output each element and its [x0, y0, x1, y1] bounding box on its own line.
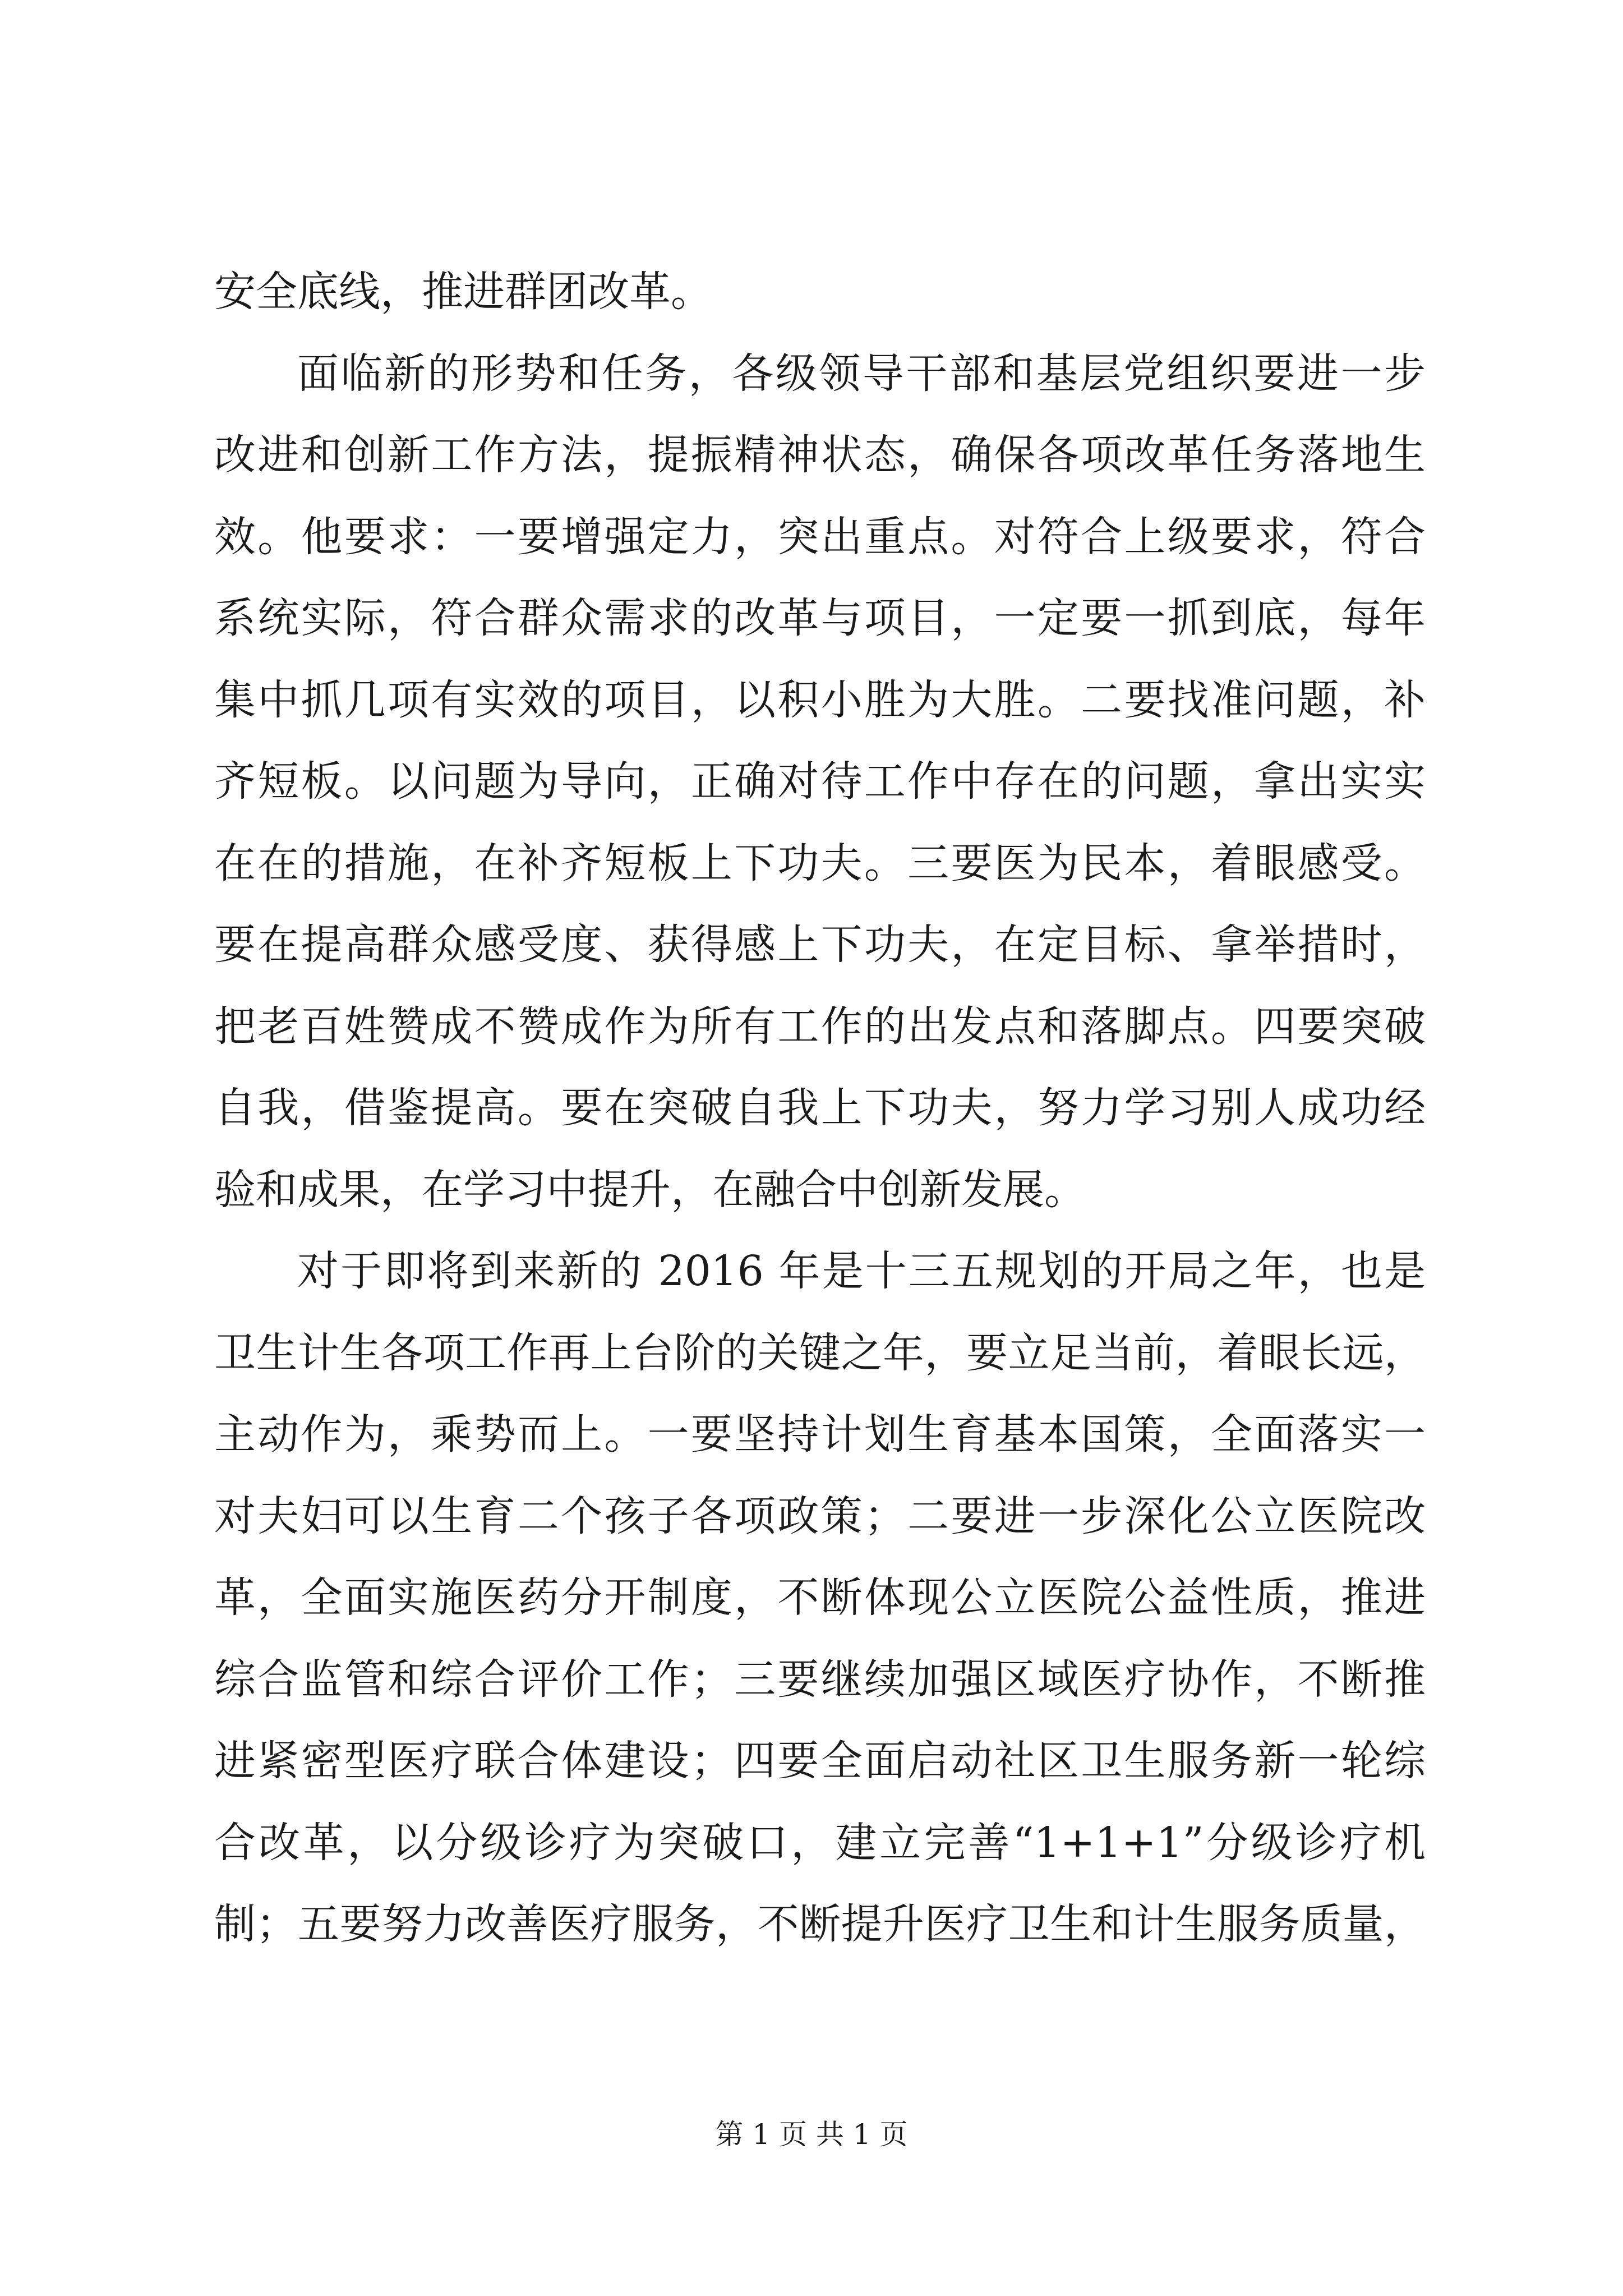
text-line: 制；五要努力改善医疗服务，不断提升医疗卫生和计生服务质量，	[214, 1900, 1426, 1948]
text-line: 进紧密型医疗联合体建设；四要全面启动社区卫生服务新一轮综	[214, 1737, 1426, 1785]
text-line: 验和成果，在学习中提升，在融合中创新发展。	[214, 1165, 1086, 1214]
text-line: 对于即将到来新的 2016 年是十三五规划的开局之年，也是	[297, 1247, 1426, 1295]
text-line: 要在提高群众感受度、获得感上下功夫，在定目标、拿举措时，	[214, 921, 1426, 969]
text-line: 自我，借鉴提高。要在突破自我上下功夫，努力学习别人成功经	[214, 1084, 1426, 1132]
text-line: 改进和创新工作方法，提振精神状态，确保各项改革任务落地生	[214, 431, 1426, 479]
text-line: 对夫妇可以生育二个孩子各项政策；二要进一步深化公立医院改	[214, 1492, 1426, 1540]
text-line: 卫生计生各项工作再上台阶的关键之年，要立足当前，着眼长远，	[214, 1328, 1426, 1377]
text-line: 安全底线，推进群团改革。	[214, 268, 712, 316]
text-line: 主动作为，乘势而上。一要坚持计划生育基本国策，全面落实一	[214, 1410, 1426, 1458]
text-line: 革，全面实施医药分开制度，不断体现公立医院公益性质，推进	[214, 1573, 1426, 1622]
body-text	[214, 251, 1426, 1966]
text-line: 综合监管和综合评价工作；三要继续加强区域医疗协作，不断推	[214, 1655, 1426, 1704]
text-line: 在在的措施，在补齐短板上下功夫。三要医为民本，着眼感受。	[214, 839, 1426, 887]
text-line: 合改革，以分级诊疗为突破口，建立完善“1+1+1”分级诊疗机	[214, 1818, 1426, 1867]
text-line: 效。他要求：一要增强定力，突出重点。对符合上级要求，符合	[214, 512, 1426, 561]
text-line: 把老百姓赞成不赞成作为所有工作的出发点和落脚点。四要突破	[214, 1002, 1426, 1051]
page-footer: 第 1 页 共 1 页	[715, 2118, 908, 2151]
text-line: 集中抓几项有实效的项目，以积小胜为大胜。二要找准问题，补	[214, 675, 1426, 724]
text-line: 齐短板。以问题为导向，正确对待工作中存在的问题，拿出实实	[214, 757, 1426, 806]
text-line: 面临新的形势和任务，各级领导干部和基层党组织要进一步	[297, 349, 1426, 398]
text-line: 系统实际，符合群众需求的改革与项目，一定要一抓到底，每年	[214, 594, 1426, 642]
